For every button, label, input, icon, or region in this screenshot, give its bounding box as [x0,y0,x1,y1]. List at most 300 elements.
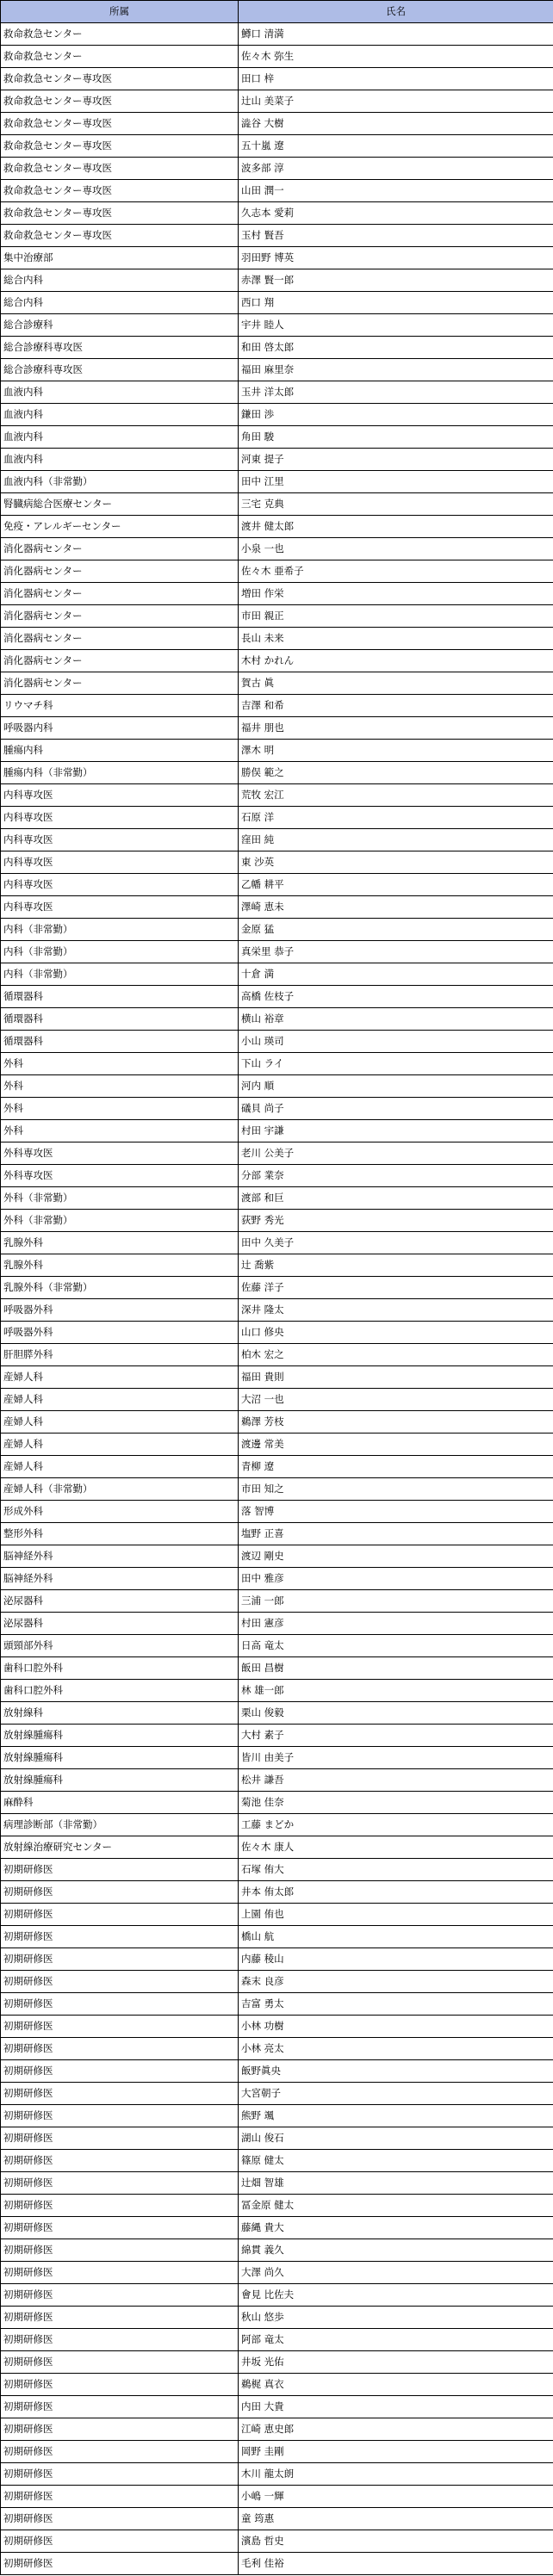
table-row [1,1232,553,1254]
table-row [1,583,553,605]
table-row [1,46,553,68]
table-row [1,1031,553,1053]
department-cell: 消化器病センター [1,650,239,672]
table-row [1,1859,553,1881]
table-row [1,829,553,851]
department-cell: 産婦人科 [1,1389,239,1411]
name-cell: 石塚 侑大 [239,1859,553,1881]
department-cell: 初期研修医 [1,1971,239,1993]
table-row [1,1814,553,1836]
department-cell: 内科（非常勤） [1,919,239,941]
department-cell: 救命救急センター専攻医 [1,180,239,202]
table-row [1,650,553,672]
department-cell: 放射線腫瘍科 [1,1725,239,1747]
department-cell: 放射線腫瘍科 [1,1747,239,1769]
department-cell: 産婦人科 [1,1411,239,1434]
table-row [1,90,553,113]
department-cell: 初期研修医 [1,2262,239,2284]
table-row [1,493,553,516]
name-cell: 鱒口 清満 [239,23,553,46]
department-cell: 初期研修医 [1,2418,239,2441]
table-row [1,1948,553,1971]
name-cell: 和田 啓太郎 [239,337,553,359]
name-cell: 毛利 佳裕 [239,2553,553,2575]
table-row [1,1501,553,1523]
table-row [1,1120,553,1142]
name-cell: 橋山 航 [239,1926,553,1948]
name-cell: 福田 麻里奈 [239,359,553,381]
name-cell: 山口 修央 [239,1322,553,1344]
department-cell: 救命救急センター [1,23,239,46]
table-row [1,762,553,784]
table-row [1,1635,553,1657]
department-cell: 総合内科 [1,292,239,314]
department-cell: 乳腺外科 [1,1254,239,1277]
name-cell: 下山 ライ [239,1053,553,1075]
table-row [1,23,553,46]
name-cell: 田中 久美子 [239,1232,553,1254]
name-cell: 童 筠惠 [239,2508,553,2530]
name-cell: 村田 憲彦 [239,1613,553,1635]
table-row [1,1075,553,1098]
table-row [1,516,553,538]
name-cell: 小泉 一也 [239,538,553,560]
department-cell: 形成外科 [1,1501,239,1523]
department-cell: 内科専攻医 [1,896,239,919]
department-cell: 呼吸器外科 [1,1299,239,1322]
name-cell: 赤澤 賢一郎 [239,269,553,292]
department-cell: 救命救急センター専攻医 [1,225,239,247]
name-cell: 長山 未来 [239,628,553,650]
name-cell: 井本 侑太郎 [239,1881,553,1904]
name-cell: 大宮朝子 [239,2083,553,2105]
table-row [1,628,553,650]
department-cell: 麻酔科 [1,1792,239,1814]
department-cell: 産婦人科 [1,1434,239,1456]
department-cell: 循環器科 [1,1031,239,1053]
table-row [1,2217,553,2239]
name-cell: 江崎 恵史郎 [239,2418,553,2441]
table-row [1,2351,553,2374]
name-cell: 渡邊 常美 [239,1434,553,1456]
table-row [1,1881,553,1904]
table-row [1,1613,553,1635]
table-row [1,180,553,202]
name-column-header: 氏名 [239,1,553,23]
department-cell: 初期研修医 [1,2060,239,2083]
table-row [1,2374,553,2396]
department-cell: リウマチ科 [1,695,239,717]
table-row [1,449,553,471]
department-cell: 内科専攻医 [1,784,239,807]
name-cell: 五十嵐 遼 [239,135,553,158]
name-cell: 横山 裕章 [239,1008,553,1031]
name-cell: 東 沙英 [239,851,553,874]
department-cell: 血液内科 [1,426,239,449]
table-row [1,1971,553,1993]
department-cell: 放射線治療研究センター [1,1836,239,1859]
table-row [1,1322,553,1344]
name-cell: 田口 梓 [239,68,553,90]
name-cell: 日高 竜太 [239,1635,553,1657]
name-cell: 鎌田 渉 [239,404,553,426]
name-cell: 金原 猛 [239,919,553,941]
name-cell: 荻野 秀光 [239,1210,553,1232]
name-cell: 深井 隆太 [239,1299,553,1322]
table-row [1,359,553,381]
table-row [1,2553,553,2575]
name-cell: 渡部 和巨 [239,1187,553,1210]
table-row [1,986,553,1008]
name-cell: 菊池 佳奈 [239,1792,553,1814]
table-row [1,2418,553,2441]
name-cell: 辻畑 智雄 [239,2172,553,2195]
table-row [1,538,553,560]
name-cell: 大澤 尚久 [239,2262,553,2284]
department-cell: 内科専攻医 [1,851,239,874]
department-cell: 外科専攻医 [1,1165,239,1187]
name-cell: 吉澤 和希 [239,695,553,717]
table-row [1,1523,553,1545]
name-cell: 波多部 淳 [239,158,553,180]
department-cell: 病理診断部（非常勤） [1,1814,239,1836]
department-cell: 放射線科 [1,1702,239,1725]
name-cell: 松井 謙吾 [239,1769,553,1792]
name-cell: 皆川 由美子 [239,1747,553,1769]
name-cell: 佐藤 洋子 [239,1277,553,1299]
department-cell: 外科 [1,1075,239,1098]
table-row [1,717,553,740]
department-cell: 肝胆膵外科 [1,1344,239,1366]
name-cell: 渡井 健太郎 [239,516,553,538]
name-cell: 大沼 一也 [239,1389,553,1411]
department-cell: 外科 [1,1098,239,1120]
name-cell: 塩野 正喜 [239,1523,553,1545]
department-cell: 泌尿器科 [1,1590,239,1613]
table-row [1,2239,553,2262]
table-row [1,381,553,404]
table-row [1,807,553,829]
table-row [1,1993,553,2016]
department-cell: 消化器病センター [1,605,239,628]
department-cell: 歯科口腔外科 [1,1680,239,1702]
table-row [1,560,553,583]
department-cell: 乳腺外科 [1,1232,239,1254]
department-cell: 初期研修医 [1,2530,239,2553]
department-cell: 初期研修医 [1,2105,239,2127]
table-row [1,941,553,963]
table-row [1,1792,553,1814]
name-cell: 賀古 眞 [239,672,553,695]
name-cell: 飯野眞央 [239,2060,553,2083]
name-cell: 小林 功樹 [239,2016,553,2038]
name-cell: 三宅 克典 [239,493,553,516]
table-row [1,2150,553,2172]
table-row [1,1344,553,1366]
table-row [1,247,553,269]
department-cell: 泌尿器科 [1,1613,239,1635]
name-cell: 河内 順 [239,1075,553,1098]
name-cell: 冨金原 健太 [239,2195,553,2217]
department-cell: 産婦人科（非常勤） [1,1478,239,1501]
table-row [1,269,553,292]
department-cell: 初期研修医 [1,2441,239,2463]
department-cell: 腎臓病総合医療センター [1,493,239,516]
department-cell: 頭頸部外科 [1,1635,239,1657]
table-row [1,1434,553,1456]
table-row [1,1657,553,1680]
department-cell: 内科専攻医 [1,807,239,829]
name-cell: 阿部 竜太 [239,2329,553,2351]
name-cell: 林 雄一郎 [239,1680,553,1702]
table-row [1,1098,553,1120]
table-row [1,672,553,695]
name-cell: 佐々木 康人 [239,1836,553,1859]
department-cell: 消化器病センター [1,628,239,650]
department-cell: 乳腺外科（非常勤） [1,1277,239,1299]
name-cell: 増田 作栄 [239,583,553,605]
department-cell: 初期研修医 [1,2463,239,2486]
table-row [1,1590,553,1613]
table-row [1,2083,553,2105]
table-row [1,202,553,225]
department-cell: 循環器科 [1,986,239,1008]
table-row [1,1187,553,1210]
table-row [1,135,553,158]
name-cell: 熊野 颯 [239,2105,553,2127]
name-cell: 礒貝 尚子 [239,1098,553,1120]
header-row [1,1,553,23]
department-cell: 整形外科 [1,1523,239,1545]
table-row [1,784,553,807]
name-cell: 福井 朋也 [239,717,553,740]
department-cell: 救命救急センター [1,46,239,68]
department-cell: 免疫・アレルギーセンター [1,516,239,538]
department-cell: 内科（非常勤） [1,941,239,963]
table-row [1,292,553,314]
name-cell: 荒牧 宏江 [239,784,553,807]
table-row [1,1411,553,1434]
department-cell: 血液内科 [1,449,239,471]
table-row [1,1769,553,1792]
department-cell: 初期研修医 [1,2486,239,2508]
name-cell: 小嶋 一輝 [239,2486,553,2508]
table-row [1,874,553,896]
name-cell: 窪田 純 [239,829,553,851]
table-row [1,2530,553,2553]
name-cell: 落 智博 [239,1501,553,1523]
department-cell: 初期研修医 [1,2127,239,2150]
table-row [1,1836,553,1859]
department-cell: 外科 [1,1053,239,1075]
table-row [1,2486,553,2508]
department-column-header: 所属 [1,1,239,23]
department-cell: 総合診療科 [1,314,239,337]
department-cell: 内科専攻医 [1,829,239,851]
department-cell: 総合診療科専攻医 [1,359,239,381]
name-cell: 市田 知之 [239,1478,553,1501]
department-cell: 脳神経外科 [1,1545,239,1568]
table-row [1,2307,553,2329]
department-cell: 消化器病センター [1,583,239,605]
department-cell: 呼吸器外科 [1,1322,239,1344]
table-row [1,426,553,449]
name-cell: 山田 潤一 [239,180,553,202]
department-cell: 初期研修医 [1,2307,239,2329]
table-row [1,695,553,717]
department-cell: 救命救急センター専攻医 [1,90,239,113]
name-cell: 柏木 宏之 [239,1344,553,1366]
table-row [1,2508,553,2530]
name-cell: 十倉 満 [239,963,553,986]
name-cell: 井坂 光佑 [239,2351,553,2374]
table-row [1,1210,553,1232]
name-cell: 高橋 佐枝子 [239,986,553,1008]
department-cell: 血液内科 [1,404,239,426]
table-row [1,2016,553,2038]
table-row [1,225,553,247]
department-cell: 初期研修医 [1,2329,239,2351]
name-cell: 木村 かれん [239,650,553,672]
department-cell: 初期研修医 [1,1881,239,1904]
name-cell: 篠原 健太 [239,2150,553,2172]
name-cell: 青柳 遼 [239,1456,553,1478]
name-cell: 秋山 悠歩 [239,2307,553,2329]
department-cell: 初期研修医 [1,2172,239,2195]
table-row [1,404,553,426]
department-cell: 初期研修医 [1,2016,239,2038]
name-cell: 辻山 美菜子 [239,90,553,113]
name-cell: 田中 江里 [239,471,553,493]
name-cell: 佐々木 亜希子 [239,560,553,583]
department-cell: 初期研修医 [1,2239,239,2262]
department-cell: 初期研修医 [1,2150,239,2172]
table-row [1,337,553,359]
name-cell: 小山 瑛司 [239,1031,553,1053]
department-cell: 脳神経外科 [1,1568,239,1590]
name-cell: 久志本 愛莉 [239,202,553,225]
department-cell: 歯科口腔外科 [1,1657,239,1680]
department-cell: 救命救急センター専攻医 [1,68,239,90]
name-cell: 角田 駿 [239,426,553,449]
department-cell: 初期研修医 [1,2195,239,2217]
name-cell: 勝俣 範之 [239,762,553,784]
department-cell: 初期研修医 [1,1948,239,1971]
department-cell: 総合内科 [1,269,239,292]
department-cell: 救命救急センター専攻医 [1,113,239,135]
table-row [1,740,553,762]
table-row [1,1747,553,1769]
table-row [1,1366,553,1389]
department-cell: 呼吸器内科 [1,717,239,740]
table-row [1,1456,553,1478]
name-cell: 岡野 圭剛 [239,2441,553,2463]
department-cell: 内科専攻医 [1,874,239,896]
department-cell: 腫瘍内科（非常勤） [1,762,239,784]
department-cell: 循環器科 [1,1008,239,1031]
table-row [1,851,553,874]
table-row [1,1478,553,1501]
name-cell: 綿貫 義久 [239,2239,553,2262]
table-row [1,2195,553,2217]
name-cell: 老川 公美子 [239,1142,553,1165]
table-row [1,1926,553,1948]
name-cell: 渡辺 剛史 [239,1545,553,1568]
name-cell: 飯田 昌樹 [239,1657,553,1680]
department-cell: 初期研修医 [1,2284,239,2307]
name-cell: 小林 亮太 [239,2038,553,2060]
table-row [1,1904,553,1926]
department-cell: 救命救急センター専攻医 [1,158,239,180]
table-row [1,1389,553,1411]
name-cell: 大村 素子 [239,1725,553,1747]
name-cell: 上園 侑也 [239,1904,553,1926]
name-cell: 三浦 一郎 [239,1590,553,1613]
table-row [1,2127,553,2150]
name-cell: 羽田野 博英 [239,247,553,269]
name-cell: 濱島 哲史 [239,2530,553,2553]
name-cell: 鵜澤 芳枝 [239,1411,553,1434]
department-cell: 初期研修医 [1,1904,239,1926]
department-cell: 外科（非常勤） [1,1187,239,1210]
name-cell: 工藤 まどか [239,1814,553,1836]
department-cell: 外科専攻医 [1,1142,239,1165]
table-row [1,2441,553,2463]
department-cell: 初期研修医 [1,2038,239,2060]
table-row [1,2284,553,2307]
name-cell: 内田 大貴 [239,2396,553,2418]
department-cell: 産婦人科 [1,1366,239,1389]
table-row [1,1008,553,1031]
table-row [1,158,553,180]
department-cell: 初期研修医 [1,2396,239,2418]
table-row [1,1725,553,1747]
table-row [1,1545,553,1568]
table-row [1,963,553,986]
name-cell: 辻 喬紫 [239,1254,553,1277]
name-cell: 福田 貴則 [239,1366,553,1389]
name-cell: 栗山 俊毅 [239,1702,553,1725]
table-row [1,896,553,919]
name-cell: 森末 良彦 [239,1971,553,1993]
department-cell: 初期研修医 [1,1859,239,1881]
department-cell: 内科（非常勤） [1,963,239,986]
name-cell: 村田 宇謙 [239,1120,553,1142]
department-cell: 産婦人科 [1,1456,239,1478]
table-row [1,2463,553,2486]
name-cell: 澤崎 恵未 [239,896,553,919]
name-cell: 分部 業奈 [239,1165,553,1187]
table-row [1,2060,553,2083]
name-cell: 内藤 稜山 [239,1948,553,1971]
name-cell: 玉村 賢吾 [239,225,553,247]
department-cell: 初期研修医 [1,2508,239,2530]
table-row [1,2172,553,2195]
department-cell: 消化器病センター [1,672,239,695]
department-cell: 救命救急センター専攻医 [1,135,239,158]
department-cell: 総合診療科専攻医 [1,337,239,359]
name-cell: 吉富 勇太 [239,1993,553,2016]
name-cell: 真栄里 恭子 [239,941,553,963]
department-cell: 血液内科 [1,381,239,404]
name-cell: 市田 親正 [239,605,553,628]
table-row [1,113,553,135]
name-cell: 西口 翔 [239,292,553,314]
name-cell: 佐々木 弥生 [239,46,553,68]
table-row [1,2396,553,2418]
table-row [1,605,553,628]
department-cell: 消化器病センター [1,560,239,583]
